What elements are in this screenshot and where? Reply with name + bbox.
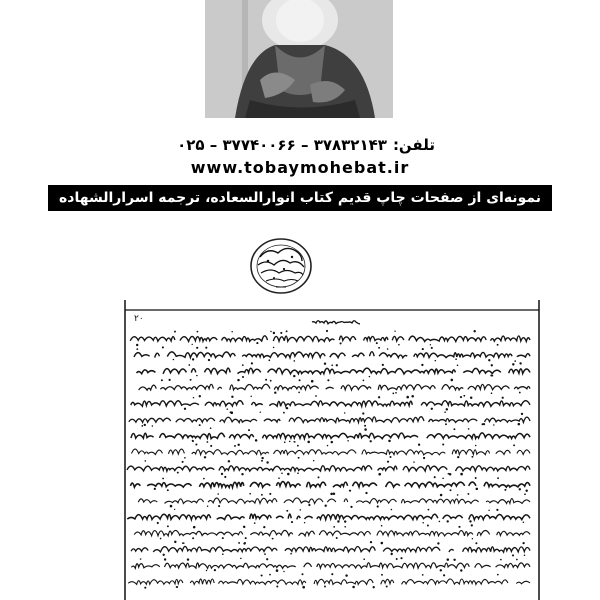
manuscript-dot [255, 439, 258, 442]
manuscript-dot [519, 392, 521, 394]
manuscript-dot [263, 526, 265, 528]
manuscript-dot [430, 344, 431, 345]
old-print-page-scan [122, 300, 542, 600]
manuscript-dot [300, 509, 302, 511]
manuscript-dot [196, 347, 198, 349]
manuscript-dot [439, 521, 441, 523]
manuscript-dot [243, 542, 245, 544]
manuscript-dot [261, 457, 263, 459]
manuscript-dot [152, 425, 154, 427]
manuscript-dot [190, 379, 192, 381]
manuscript-dot [248, 429, 250, 431]
manuscript-dot [373, 586, 375, 588]
manuscript-dot [254, 522, 256, 524]
manuscript-dot [242, 364, 244, 366]
manuscript-dot [204, 456, 206, 458]
manuscript-dot [421, 364, 423, 366]
manuscript-dot [491, 364, 493, 366]
manuscript-dot [411, 395, 414, 398]
manuscript-dot [523, 522, 525, 524]
manuscript-dot [286, 330, 288, 332]
manuscript-dot [174, 331, 176, 333]
manuscript-dot [496, 509, 498, 511]
manuscript-dot [442, 478, 444, 480]
manuscript-dot [457, 494, 459, 496]
manuscript-dot [418, 444, 420, 446]
manuscript-dot [274, 392, 276, 394]
calligraphic-seal-icon [246, 235, 316, 297]
manuscript-dot [422, 522, 424, 524]
manuscript-dot [174, 541, 176, 543]
scan-page-number: ۲۰ [134, 314, 144, 324]
manuscript-dot [221, 473, 223, 475]
manuscript-dot [325, 505, 327, 507]
manuscript-dot [455, 358, 457, 360]
manuscript-dot [289, 441, 291, 443]
manuscript-dot [352, 586, 355, 589]
manuscript-dot [370, 440, 372, 442]
manuscript-dot [483, 423, 485, 425]
manuscript-dot [468, 428, 470, 430]
manuscript-dot [390, 456, 392, 458]
manuscript-dot [177, 472, 179, 474]
manuscript-dot [222, 553, 224, 555]
manuscript-dot [386, 586, 388, 588]
manuscript-dot [388, 440, 391, 443]
manuscript-dot [434, 476, 436, 478]
manuscript-dot [467, 493, 469, 495]
manuscript-dot [471, 524, 473, 526]
manuscript-dot [423, 457, 425, 459]
manuscript-dot [476, 488, 479, 491]
manuscript-dot [377, 505, 379, 507]
manuscript-dot [447, 520, 449, 522]
manuscript-dot [192, 358, 194, 360]
manuscript-dot [231, 331, 232, 332]
manuscript-dot [449, 473, 452, 476]
manuscript-dot [395, 392, 397, 394]
manuscript-dot [234, 445, 236, 447]
manuscript-dot [446, 408, 448, 410]
manuscript-dot [283, 571, 284, 572]
phone-label: تلفن: [392, 135, 435, 154]
manuscript-dot [261, 494, 263, 496]
manuscript-dot [331, 573, 333, 575]
website-link[interactable]: www.tobaymohebat.ir [190, 158, 410, 177]
manuscript-dot [475, 445, 477, 447]
manuscript-dot [387, 348, 389, 350]
manuscript-dot [522, 542, 524, 544]
manuscript-dot [504, 489, 506, 491]
manuscript-dot [191, 344, 192, 345]
manuscript-dot [299, 379, 301, 381]
manuscript-dot [518, 423, 521, 426]
manuscript-dot [273, 332, 275, 334]
manuscript-dot [217, 493, 219, 495]
phone-line [135, 135, 435, 154]
manuscript-dot [376, 342, 378, 344]
manuscript-dot [184, 408, 186, 410]
manuscript-dot [193, 397, 194, 398]
manuscript-dot [519, 362, 521, 364]
manuscript-dot [315, 395, 317, 397]
manuscript-dot [336, 364, 338, 366]
manuscript-dot [284, 441, 286, 443]
manuscript-dot [307, 441, 310, 444]
manuscript-dot [237, 444, 239, 446]
manuscript-dot [457, 365, 459, 367]
manuscript-dot [249, 493, 251, 495]
manuscript-dot [364, 425, 366, 427]
manuscript-dot [192, 440, 194, 442]
manuscript-dot [472, 538, 473, 539]
manuscript-dot [278, 477, 280, 479]
manuscript-dot [453, 559, 455, 561]
manuscript-dot [173, 359, 175, 361]
manuscript-dot [243, 526, 245, 528]
manuscript-dot [256, 342, 258, 344]
manuscript-dot [265, 379, 267, 381]
manuscript-dot [491, 392, 493, 394]
manuscript-dot [378, 347, 380, 349]
manuscript-dot [286, 510, 288, 512]
manuscript-dot [440, 494, 443, 497]
manuscript-dot [345, 574, 347, 576]
manuscript-dot [227, 408, 229, 410]
manuscript-dot [207, 506, 208, 507]
manuscript-dot [206, 570, 207, 571]
manuscript-dot [293, 360, 295, 362]
manuscript-dot [442, 443, 444, 445]
manuscript-dot [290, 553, 292, 555]
manuscript-dot [488, 359, 490, 361]
manuscript-dot [363, 380, 365, 382]
manuscript-dot [365, 492, 367, 494]
manuscript-dot [144, 587, 146, 589]
manuscript-dot [422, 574, 424, 576]
manuscript-dot [266, 461, 268, 463]
manuscript-dot [276, 586, 278, 588]
manuscript-dot [270, 380, 272, 382]
manuscript-dot [136, 344, 138, 346]
manuscript-dot [387, 461, 389, 463]
manuscript-dot [344, 520, 346, 522]
manuscript-dot [272, 538, 274, 540]
manuscript-dot [141, 425, 143, 427]
manuscript-dot [381, 574, 383, 576]
manuscript-dot [199, 395, 201, 397]
manuscript-dot [428, 509, 430, 511]
manuscript-dot [336, 537, 338, 539]
manuscript-dot [381, 525, 383, 527]
manuscript-dot [193, 526, 196, 529]
manuscript-dot [205, 347, 207, 349]
manuscript-dot [435, 360, 437, 362]
manuscript-dot [331, 441, 333, 443]
manuscript-dot [422, 348, 424, 350]
manuscript-dot [471, 456, 473, 458]
manuscript-dot [445, 423, 447, 425]
manuscript-dot [281, 473, 283, 475]
manuscript-dot [251, 362, 253, 364]
manuscript-dot [197, 331, 199, 333]
manuscript-dot [370, 541, 372, 543]
manuscript-dot [176, 586, 178, 588]
manuscript-dot [324, 586, 326, 588]
manuscript-dot [502, 397, 504, 399]
manuscript-dot [280, 332, 282, 334]
manuscript-dot [169, 379, 171, 381]
manuscript-dot [326, 330, 328, 332]
manuscript-dot [140, 558, 142, 560]
manuscript-dot [427, 525, 429, 527]
manuscript-dot [208, 359, 210, 361]
manuscript-dot [524, 554, 526, 556]
manuscript-dot [331, 364, 333, 366]
manuscript-dot [398, 344, 400, 346]
manuscript-dot [297, 445, 299, 447]
manuscript-dot [340, 342, 342, 344]
manuscript-dot [447, 558, 450, 561]
manuscript-dot [459, 526, 461, 528]
manuscript-dot [457, 456, 459, 458]
manuscript-dot [241, 473, 243, 475]
manuscript-dot [266, 558, 268, 560]
manuscript-dot [470, 396, 472, 398]
manuscript-dot [298, 457, 300, 459]
manuscript-dot [273, 347, 275, 349]
manuscript-dot [261, 460, 263, 462]
manuscript-dot [203, 478, 205, 480]
manuscript-dot [453, 428, 455, 430]
manuscript-dot [488, 510, 489, 511]
manuscript-dot [242, 376, 244, 378]
manuscript-dot [437, 542, 439, 544]
manuscript-dot [154, 488, 156, 490]
manuscript-dot [392, 393, 394, 395]
manuscript-dot [286, 407, 288, 409]
manuscript-dot [327, 379, 329, 381]
manuscript-dot [214, 569, 216, 571]
manuscript-dot [144, 424, 146, 426]
manuscript-dot [493, 424, 494, 425]
manuscript-dot [347, 440, 349, 442]
manuscript-dot [324, 363, 326, 365]
manuscript-dot [460, 396, 462, 398]
manuscript-dot [304, 522, 305, 523]
manuscript-dot [260, 411, 261, 412]
manuscript-dot [269, 493, 271, 495]
manuscript-dot [311, 380, 314, 383]
manuscript-dot [350, 506, 352, 508]
manuscript-dot [497, 344, 499, 346]
manuscript-dot [283, 412, 285, 414]
manuscript-dot [440, 569, 442, 571]
manuscript-dot [207, 441, 209, 443]
manuscript-dot [222, 537, 224, 539]
manuscript-dot [400, 557, 402, 559]
manuscript-dot [313, 460, 315, 462]
manuscript-dot [308, 504, 310, 506]
manuscript-dot [187, 558, 189, 560]
manuscript-dot [164, 558, 166, 560]
manuscript-dot [460, 569, 462, 571]
image-caption: نمونه‌ای از صفحات چاپ قدیم کتاب انوارالسعاده، ترجمه اسرارالشهاده [48, 185, 552, 211]
manuscript-dot [396, 558, 398, 560]
phone-number[interactable]: ۰۲۵ – ۳۷۷۴۰۰۶۶ – ۳۷۸۳۲۱۴۳ [177, 135, 387, 154]
manuscript-dot [349, 490, 351, 492]
manuscript-dot [218, 505, 220, 507]
manuscript-dot [302, 586, 305, 589]
manuscript-dot [394, 331, 395, 332]
manuscript-dot [192, 537, 194, 539]
manuscript-dot [167, 489, 169, 491]
manuscript-dot [269, 574, 271, 576]
manuscript-dot [237, 379, 239, 381]
manuscript-dot [160, 538, 162, 540]
manuscript-dot [268, 359, 270, 361]
manuscript-dot [497, 477, 499, 479]
manuscript-dot [516, 559, 518, 561]
manuscript-dot [238, 542, 240, 544]
manuscript-dot [291, 521, 293, 523]
manuscript-dot [378, 396, 380, 398]
manuscript-dot [344, 526, 346, 528]
manuscript-dot [381, 542, 384, 545]
manuscript-dot [431, 408, 433, 410]
manuscript-dot [287, 473, 290, 476]
manuscript-dot [378, 473, 381, 476]
manuscript-dot [224, 476, 226, 478]
author-portrait [205, 0, 393, 118]
manuscript-dot [333, 492, 336, 495]
manuscript-dot [170, 505, 173, 508]
manuscript-dot [182, 542, 184, 544]
manuscript-dot [512, 554, 514, 556]
manuscript-dot [157, 522, 159, 524]
manuscript-dot [413, 461, 414, 462]
manuscript-dot [327, 445, 328, 446]
manuscript-dot [497, 574, 499, 576]
manuscript-dot [250, 396, 251, 397]
manuscript-dot [473, 330, 475, 332]
manuscript-dot [519, 488, 521, 490]
manuscript-dot [264, 553, 266, 555]
manuscript-dot [406, 396, 409, 399]
manuscript-dot [136, 348, 138, 350]
manuscript-dot [318, 476, 320, 478]
manuscript-dot [512, 363, 514, 365]
manuscript-dot [145, 460, 147, 462]
manuscript-dot [276, 569, 279, 572]
manuscript-dot [451, 379, 454, 382]
manuscript-dot [184, 457, 186, 459]
manuscript-dot [174, 509, 175, 510]
manuscript-dot [337, 520, 339, 522]
manuscript-dot [161, 379, 163, 381]
manuscript-dot [450, 489, 452, 491]
manuscript-dot [297, 472, 299, 474]
manuscript-dot [431, 347, 433, 349]
manuscript-dot [469, 520, 471, 522]
manuscript-dot [369, 376, 370, 377]
manuscript-dot [524, 493, 526, 495]
manuscript-dot [293, 375, 295, 377]
manuscript-dot [344, 412, 345, 413]
manuscript-dot [475, 542, 477, 544]
manuscript-dot [514, 360, 516, 362]
manuscript-dot [521, 413, 523, 415]
manuscript-dot [390, 553, 392, 555]
manuscript-dot [210, 445, 212, 447]
manuscript-dot [463, 395, 465, 397]
manuscript-dot [475, 477, 477, 479]
manuscript-dot [362, 412, 364, 414]
manuscript-dot [199, 424, 201, 426]
manuscript-dot [195, 443, 197, 445]
manuscript-dot [162, 478, 164, 480]
manuscript-dot [364, 428, 367, 431]
manuscript-dot [330, 493, 333, 496]
manuscript-dot [525, 489, 527, 491]
manuscript-dot [363, 558, 365, 560]
manuscript-dot [448, 473, 450, 475]
manuscript-dot [231, 396, 233, 398]
manuscript-dot [500, 559, 502, 561]
manuscript-dot [298, 392, 300, 394]
manuscript-dot [228, 460, 230, 462]
manuscript-dot [302, 573, 304, 575]
manuscript-dot [382, 364, 384, 366]
manuscript-dot [270, 331, 271, 332]
manuscript-dot [391, 509, 393, 511]
manuscript-dot [492, 375, 494, 377]
manuscript-dot [245, 537, 247, 539]
manuscript-dot [210, 427, 212, 429]
manuscript-dot [182, 461, 184, 463]
manuscript-dot [196, 375, 197, 376]
manuscript-dot [261, 574, 263, 576]
manuscript-dot [163, 554, 165, 556]
manuscript-dot [333, 526, 335, 528]
manuscript-dot [513, 444, 515, 446]
manuscript-dot [230, 411, 232, 413]
manuscript-dot [188, 364, 190, 366]
manuscript-dot [294, 441, 296, 443]
manuscript-dot [444, 411, 446, 413]
manuscript-dot [162, 346, 164, 348]
manuscript-dot [443, 574, 445, 576]
manuscript-dot [460, 473, 463, 476]
manuscript-dot [167, 525, 169, 527]
manuscript-dot [240, 558, 242, 560]
